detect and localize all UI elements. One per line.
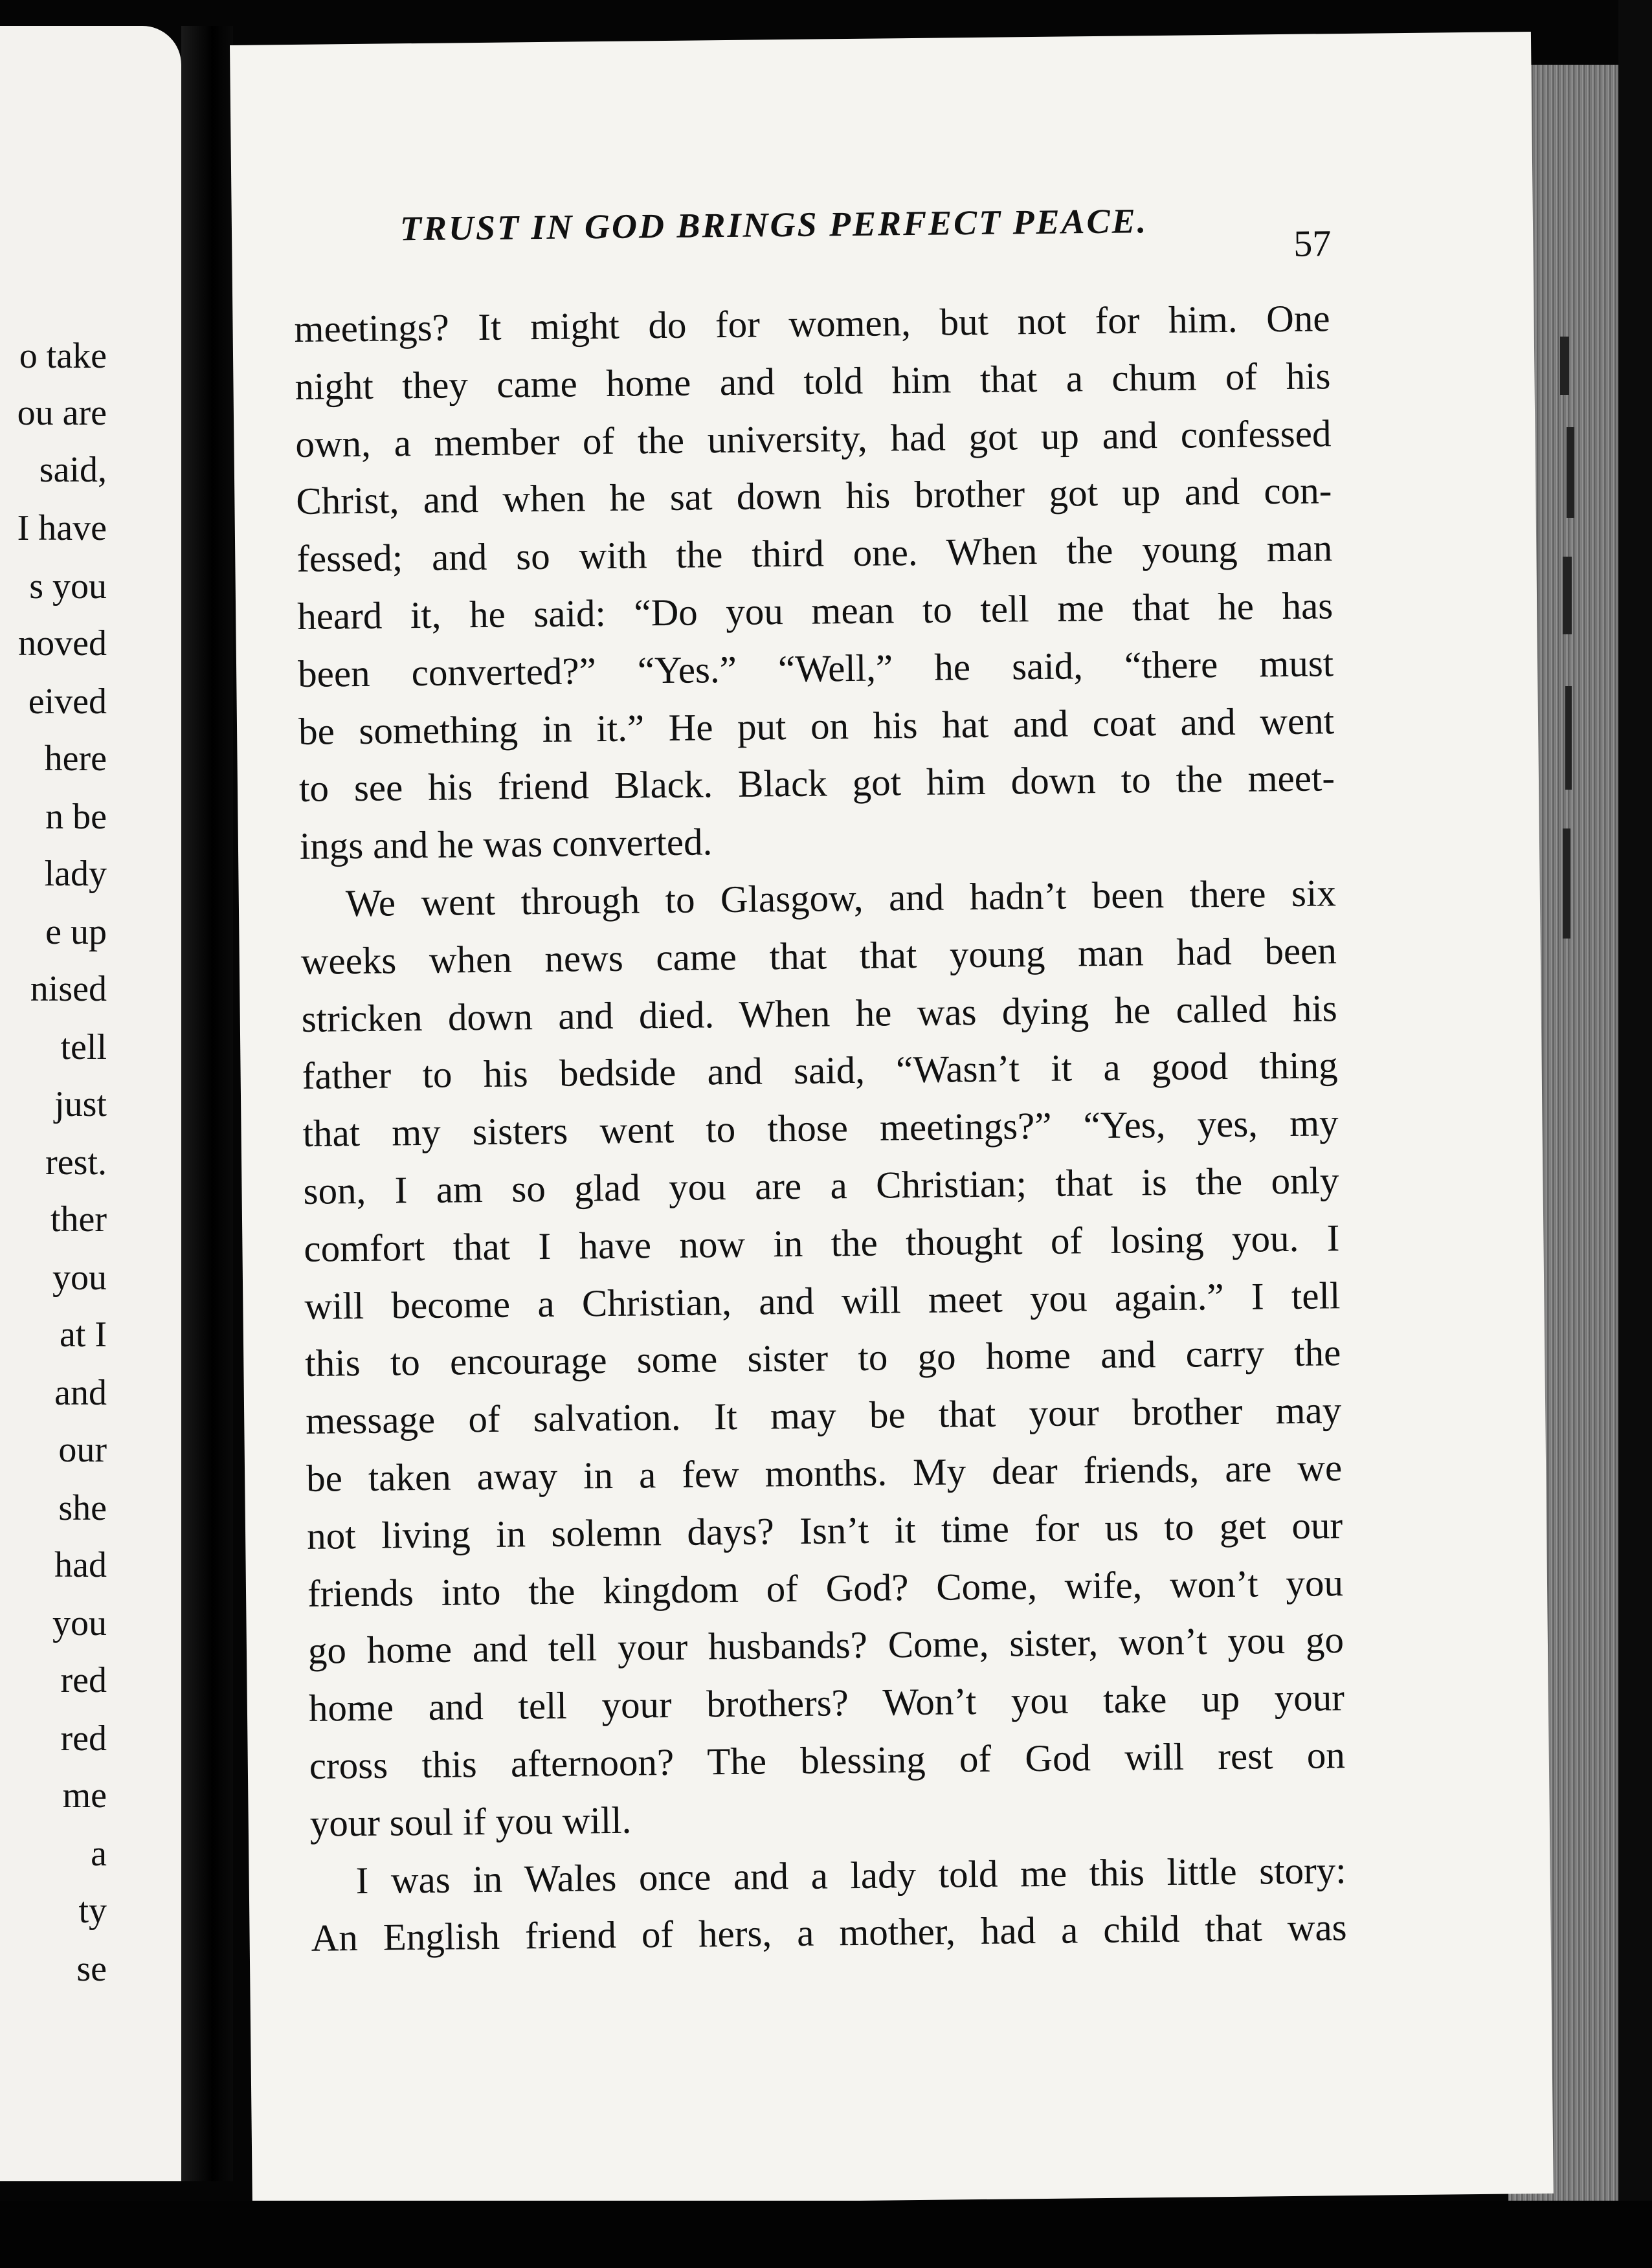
left-page-line: just [54, 1084, 107, 1124]
text-line: comfort that I have now in the thought of losing you. I [304, 1216, 1340, 1270]
left-page-line: a [91, 1834, 107, 1874]
left-page-line: red [60, 1660, 107, 1700]
text-line: to see his friend Black. Black got him down to the meet- [298, 756, 1335, 810]
text-line: your soul if you will. [309, 1798, 632, 1845]
left-page-line: lady [44, 854, 107, 894]
left-page-line: had [54, 1545, 107, 1585]
text-line: this to encourage some sister to go home and carry the [304, 1331, 1341, 1385]
left-page-line: se [76, 1949, 107, 1989]
left-page-line: you [52, 1258, 107, 1298]
left-page-line: ther [50, 1199, 107, 1240]
text-line: father to his bedside and said, “Wasn’t it a good thing [302, 1043, 1338, 1098]
text-line: will become a Christian, and will meet you again.” I tell [304, 1273, 1341, 1328]
left-page-line: ty [78, 1891, 107, 1931]
text-line: I was in Wales once and a lady told me this little story: [355, 1848, 1346, 1902]
left-page-line: e up [45, 912, 107, 952]
left-page-line: me [62, 1775, 107, 1816]
text-line: be something in it.” He put on his hat and coat and went [298, 698, 1335, 753]
text-line: fessed; and so with the third one. When the young man [296, 526, 1333, 581]
text-line: not living in solemn days? Isn’t it time for us to get our [306, 1503, 1343, 1557]
text-line: meetings? It might do for women, but not for him. One [294, 296, 1330, 350]
left-page-line: rest. [45, 1142, 107, 1183]
left-page-line: noved [18, 623, 107, 663]
text-line: message of salvation. It may be that your brother may [305, 1388, 1342, 1443]
page-number: 57 [1293, 222, 1332, 265]
left-page-line: ou are [17, 393, 107, 433]
left-page-line: o take [19, 336, 107, 376]
running-title: TRUST IN GOD BRINGS PERFECT PEACE. [399, 201, 1148, 249]
text-line: been converted?” “Yes.” “Well,” he said, “there must [297, 641, 1334, 695]
left-page-line: said, [39, 450, 107, 490]
text-line: night they came home and told him that a chum of his [295, 354, 1331, 408]
text-line: stricken down and died. When he was dying he called his [301, 986, 1338, 1040]
text-line: friends into the kingdom of God? Come, wife, won’t you [307, 1561, 1344, 1615]
text-line: son, I am so glad you are a Christian; that is the only [303, 1159, 1339, 1212]
text-line: that my sisters went to those meetings?” “Yes, yes, my [302, 1101, 1339, 1155]
text-line: home and tell your brothers? Won’t you take up your [308, 1676, 1345, 1729]
left-page-line: our [58, 1430, 107, 1470]
left-page-line: n be [45, 797, 107, 837]
left-page-line: I have [17, 508, 107, 548]
text-line: heard it, he said: “Do you mean to tell me that he has [296, 584, 1334, 638]
text-line: weeks when news came that that young man had been [300, 928, 1337, 983]
left-page-line: you [52, 1603, 107, 1643]
text-line: be taken away in a few months. My dear friends, are we [306, 1446, 1343, 1500]
text-line: Christ, and when he sat down his brother got up and con- [296, 469, 1332, 523]
left-page-line: she [58, 1488, 107, 1528]
text-line: ings and he was converted. [299, 820, 713, 868]
scan-bottom-border [0, 2201, 1652, 2268]
left-page-line: red [60, 1718, 107, 1759]
left-page-line: here [44, 739, 107, 779]
main-page [230, 32, 1554, 2207]
left-page-line: eived [28, 682, 107, 722]
left-facing-page [0, 26, 181, 2181]
body-text [294, 289, 1347, 1967]
text-line: An English friend of hers, a mother, had a child that was [311, 1906, 1347, 1960]
text-line: cross this afternoon? The blessing of God will rest on [309, 1733, 1346, 1787]
left-page-line: nised [30, 969, 107, 1009]
left-page-line: at I [59, 1315, 107, 1355]
left-page-line: tell [60, 1027, 107, 1067]
text-line: own, a member of the university, had got up and confessed [295, 411, 1332, 465]
book-edge-shadow [1618, 0, 1652, 2268]
left-page-line: s you [29, 566, 107, 606]
text-line: go home and tell your husbands? Come, sister, won’t you go [307, 1618, 1345, 1673]
left-page-line: and [54, 1373, 107, 1413]
book-gutter [181, 26, 233, 2181]
text-line: We went through to Glasgow, and hadn’t been there six [345, 871, 1337, 925]
